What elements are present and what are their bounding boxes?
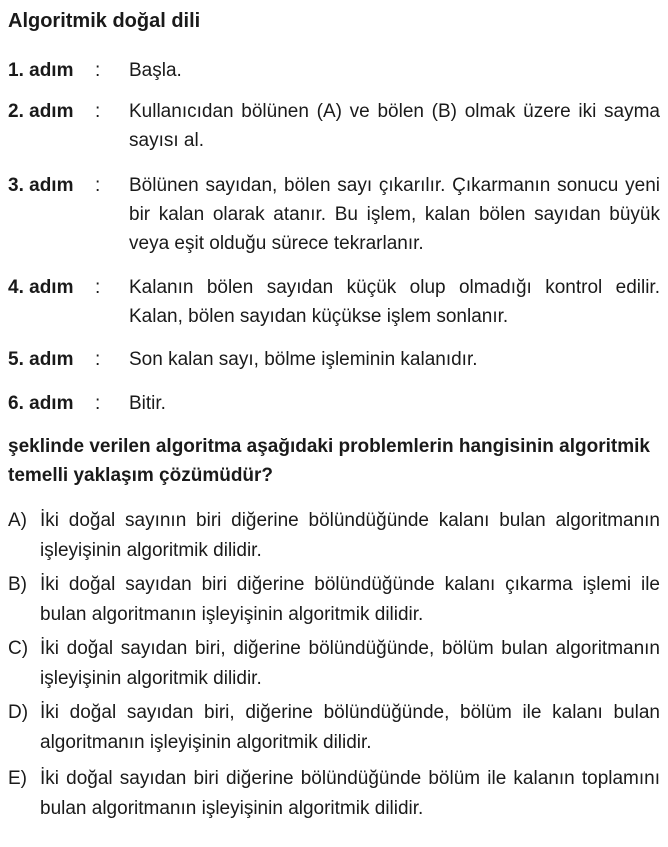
option-d[interactable] — [8, 698, 660, 758]
option-a[interactable] — [8, 506, 660, 566]
step-3 — [8, 171, 660, 258]
step-text: Bölünen sayıdan, bölen sayı çıkarılır. Çıkarmanın sonucu yeni bir kalan olarak atanır. Bu işlem, kalan bölen sayıdan büyük veya eşit olduğu sürece tekrarlanır. — [129, 175, 660, 254]
step-6 — [8, 389, 660, 418]
step-colon: : — [95, 277, 101, 298]
step-label: 3. adım — [8, 175, 74, 196]
option-letter: E) — [8, 768, 27, 789]
step-text: Kalanın bölen sayıdan küçük olup olmadığı kontrol edilir. Kalan, bölen sayıdan küçükse işlem sonlanır. — [129, 277, 660, 327]
step-colon: : — [95, 393, 101, 414]
step-2 — [8, 97, 660, 155]
step-label: 1. adım — [8, 60, 74, 81]
option-text: İki doğal sayıdan biri, diğerine bölündüğünde, bölüm bulan algoritmanın işleyişinin algoritmik dilidir. — [40, 638, 660, 689]
option-letter: C) — [8, 638, 29, 659]
step-5 — [8, 345, 660, 374]
option-letter: A) — [8, 510, 27, 531]
step-label: 5. adım — [8, 349, 74, 370]
option-text: İki doğal sayının biri diğerine bölündüğünde kalanı bulan algoritmanın işleyişinin algoritmik dilidir. — [40, 510, 660, 561]
option-text: İki doğal sayıdan biri diğerine bölündüğünde bölüm ile kalanın toplamını bulan algoritmanın işleyişinin algoritmik dilidir. — [40, 768, 660, 819]
step-label: 2. adım — [8, 101, 74, 122]
step-text: Son kalan sayı, bölme işleminin kalanıdır. — [129, 349, 478, 370]
option-c[interactable] — [8, 634, 660, 694]
question-text: şeklinde verilen algoritma aşağıdaki problemlerin hangisinin algoritmik temelli yaklaşım çözümüdür? — [8, 436, 650, 486]
option-text: İki doğal sayıdan biri diğerine bölündüğünde kalanı çıkarma işlemi ile bulan algoritmanın işleyişinin algoritmik dilidir. — [40, 574, 660, 625]
option-letter: B) — [8, 574, 27, 595]
step-colon: : — [95, 60, 101, 81]
step-colon: : — [95, 349, 101, 370]
step-colon: : — [95, 101, 101, 122]
step-label: 6. adım — [8, 393, 74, 414]
option-e[interactable] — [8, 764, 660, 824]
step-text: Başla. — [129, 60, 182, 81]
step-4 — [8, 273, 660, 331]
step-text: Bitir. — [129, 393, 166, 414]
step-colon: : — [95, 175, 101, 196]
option-text: İki doğal sayıdan biri, diğerine bölündüğünde, bölüm ile kalanı bulan algoritmanın işleyişinin algoritmik dilidir. — [40, 702, 660, 753]
step-text: Kullanıcıdan bölünen (A) ve bölen (B) olmak üzere iki sayma sayısı al. — [129, 101, 660, 151]
option-letter: D) — [8, 702, 29, 723]
section-title: Algoritmik doğal dili — [8, 10, 201, 32]
option-b[interactable] — [8, 570, 660, 630]
step-label: 4. adım — [8, 277, 74, 298]
step-1 — [8, 56, 660, 85]
